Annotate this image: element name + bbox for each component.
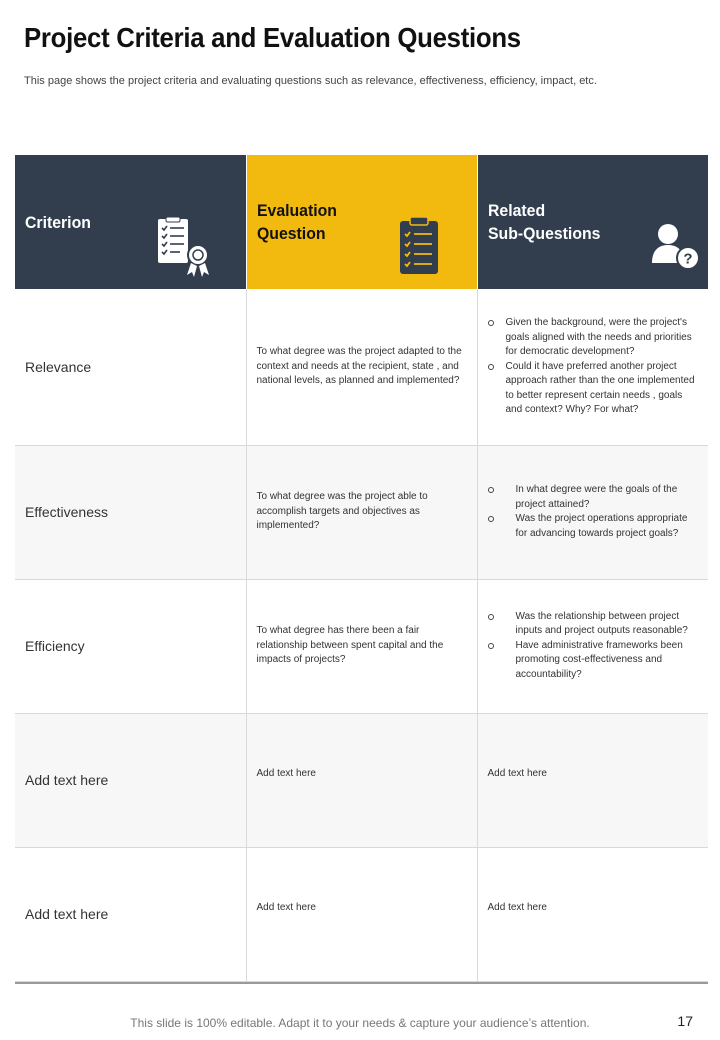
page-subtitle: This page shows the project criteria and evaluating questions such as relevance, effectiveness, efficiency, impact, etc. bbox=[24, 75, 597, 87]
list-item: Have administrative frameworks been promoting cost-effectiveness and accountability? bbox=[488, 639, 699, 683]
header-evaluation-label: Evaluation Question bbox=[256, 201, 337, 243]
certificate-checklist-icon bbox=[156, 217, 216, 279]
table-bottom-divider bbox=[15, 982, 708, 984]
sub-questions-list bbox=[488, 483, 699, 541]
svg-text:?: ? bbox=[682, 250, 693, 268]
list-item: Could it have preferred another project approach rather than the one implemented to better represent certain needs , goals and context? Why? For what? bbox=[488, 360, 699, 418]
list-item: Was the project operations appropriate for advancing towards project goals? bbox=[488, 512, 699, 541]
clipboard-checklist-icon bbox=[399, 217, 439, 275]
list-item: Was the relationship between project inputs and project outputs reasonable? bbox=[488, 610, 699, 639]
criterion-cell: Efficiency bbox=[15, 579, 246, 713]
header-evaluation-question bbox=[246, 155, 477, 289]
page-title: Project Criteria and Evaluation Questions bbox=[24, 22, 521, 53]
header-criterion bbox=[15, 155, 246, 289]
criteria-table bbox=[15, 155, 709, 982]
table-row bbox=[15, 713, 708, 847]
header-related-sub-questions bbox=[477, 155, 708, 289]
sub-questions-cell bbox=[477, 289, 708, 445]
sub-questions-list bbox=[488, 316, 699, 418]
question-cell: To what degree was the project able to accomplish targets and objectives as implemented? bbox=[246, 445, 477, 579]
criterion-cell: Add text here bbox=[15, 847, 246, 981]
table-row bbox=[15, 445, 708, 579]
header-criterion-label: Criterion bbox=[25, 213, 91, 232]
table-row bbox=[15, 579, 708, 713]
sub-questions-cell bbox=[477, 579, 708, 713]
criterion-cell: Relevance bbox=[15, 289, 246, 445]
footer-note: This slide is 100% editable. Adapt it to your needs & capture your audience’s attention. bbox=[130, 1016, 590, 1030]
question-cell: Add text here bbox=[246, 713, 477, 847]
criterion-cell: Effectiveness bbox=[15, 445, 246, 579]
sub-questions-cell bbox=[477, 445, 708, 579]
page-number: 17 bbox=[677, 1013, 693, 1029]
list-item: Given the background, were the project's goals aligned with the needs and priorities for democratic development? bbox=[488, 316, 699, 360]
sub-questions-cell: Add text here bbox=[477, 713, 708, 847]
question-cell: Add text here bbox=[246, 847, 477, 981]
criterion-cell: Add text here bbox=[15, 713, 246, 847]
list-item: In what degree were the goals of the project attained? bbox=[488, 483, 699, 512]
sub-questions-cell: Add text here bbox=[477, 847, 708, 981]
sub-questions-list bbox=[488, 610, 699, 683]
question-cell: To what degree was the project adapted to the context and needs at the recipient, state , and national levels, as planned and implemented? bbox=[246, 289, 477, 445]
table-row bbox=[15, 289, 708, 445]
table-header-row bbox=[15, 155, 708, 289]
question-cell: To what degree has there been a fair relationship between spent capital and the impacts of projects? bbox=[246, 579, 477, 713]
user-question-icon bbox=[652, 223, 700, 271]
header-related-label: Related Sub-Questions bbox=[487, 201, 600, 243]
table-row bbox=[15, 847, 708, 981]
